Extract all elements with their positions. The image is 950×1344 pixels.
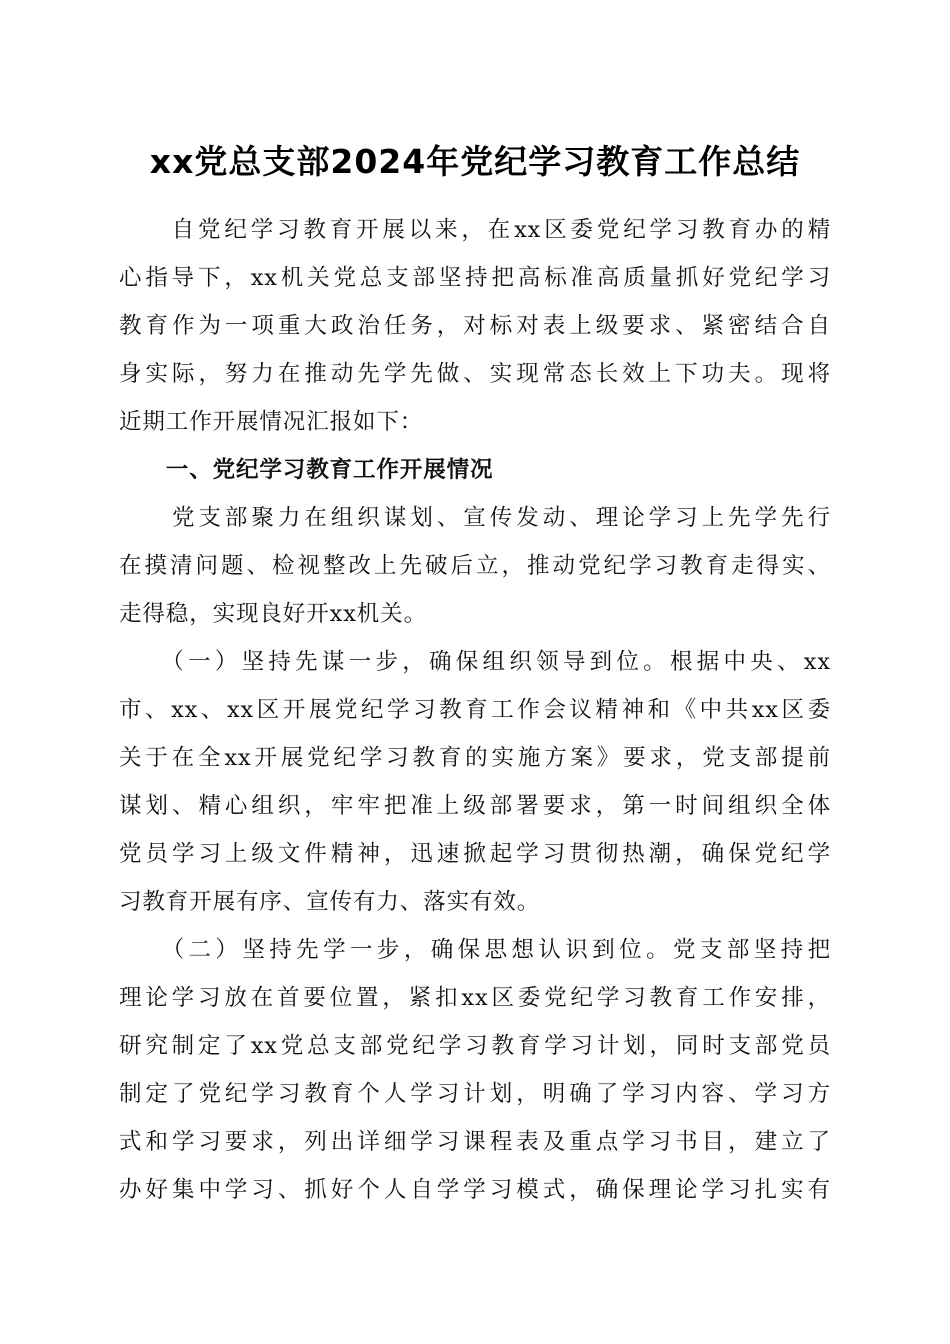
paragraph-line: 市、xx、xx区开展党纪学习教育工作会议精神和《中共xx区委 — [119, 697, 831, 723]
section-heading: 一、党纪学习教育工作开展情况 — [119, 457, 494, 483]
paragraph-line: 党员学习上级文件精神，迅速掀起学习贯彻热潮，确保党纪学 — [119, 841, 831, 867]
paragraph-line: 谋划、精心组织，牢牢把准上级部署要求，第一时间组织全体 — [119, 793, 831, 819]
paragraph-line: 自党纪学习教育开展以来，在xx区委党纪学习教育办的精 — [119, 217, 831, 243]
paragraph-line: 近期工作开展情况汇报如下： — [119, 409, 424, 435]
paragraph-line: 走得稳，实现良好开xx机关。 — [119, 601, 427, 627]
paragraph-line: 关于在全xx开展党纪学习教育的实施方案》要求，党支部提前 — [119, 745, 831, 771]
paragraph-line: 制定了党纪学习教育个人学习计划，明确了学习内容、学习方 — [119, 1081, 831, 1107]
paragraph-line: 心指导下，xx机关党总支部坚持把高标准高质量抓好党纪学习 — [119, 265, 831, 291]
paragraph-line: 教育作为一项重大政治任务，对标对表上级要求、紧密结合自 — [119, 313, 831, 339]
paragraph-line: 理论学习放在首要位置，紧扣xx区委党纪学习教育工作安排， — [119, 985, 831, 1011]
paragraph-line: 式和学习要求，列出详细学习课程表及重点学习书目，建立了 — [119, 1129, 831, 1155]
paragraph-line: 党支部聚力在组织谋划、宣传发动、理论学习上先学先行 — [119, 505, 831, 531]
subsection-line: （一）坚持先谋一步，确保组织领导到位。根据中央、xx — [119, 649, 831, 675]
document-title: xx党总支部2024年党纪学习教育工作总结 — [149, 142, 801, 181]
paragraph-line: 办好集中学习、抓好个人自学学习模式，确保理论学习扎实有 — [119, 1177, 831, 1203]
subsection-line: （二）坚持先学一步，确保思想认识到位。党支部坚持把 — [119, 937, 831, 963]
paragraph-line: 习教育开展有序、宣传有力、落实有效。 — [119, 889, 541, 915]
paragraph-line: 研究制定了xx党总支部党纪学习教育学习计划，同时支部党员 — [119, 1033, 831, 1059]
paragraph-line: 在摸清问题、检视整改上先破后立，推动党纪学习教育走得实、 — [119, 553, 831, 579]
document-body — [119, 206, 831, 1214]
paragraph-line: 身实际，努力在推动先学先做、实现常态长效上下功夫。现将 — [119, 361, 831, 387]
